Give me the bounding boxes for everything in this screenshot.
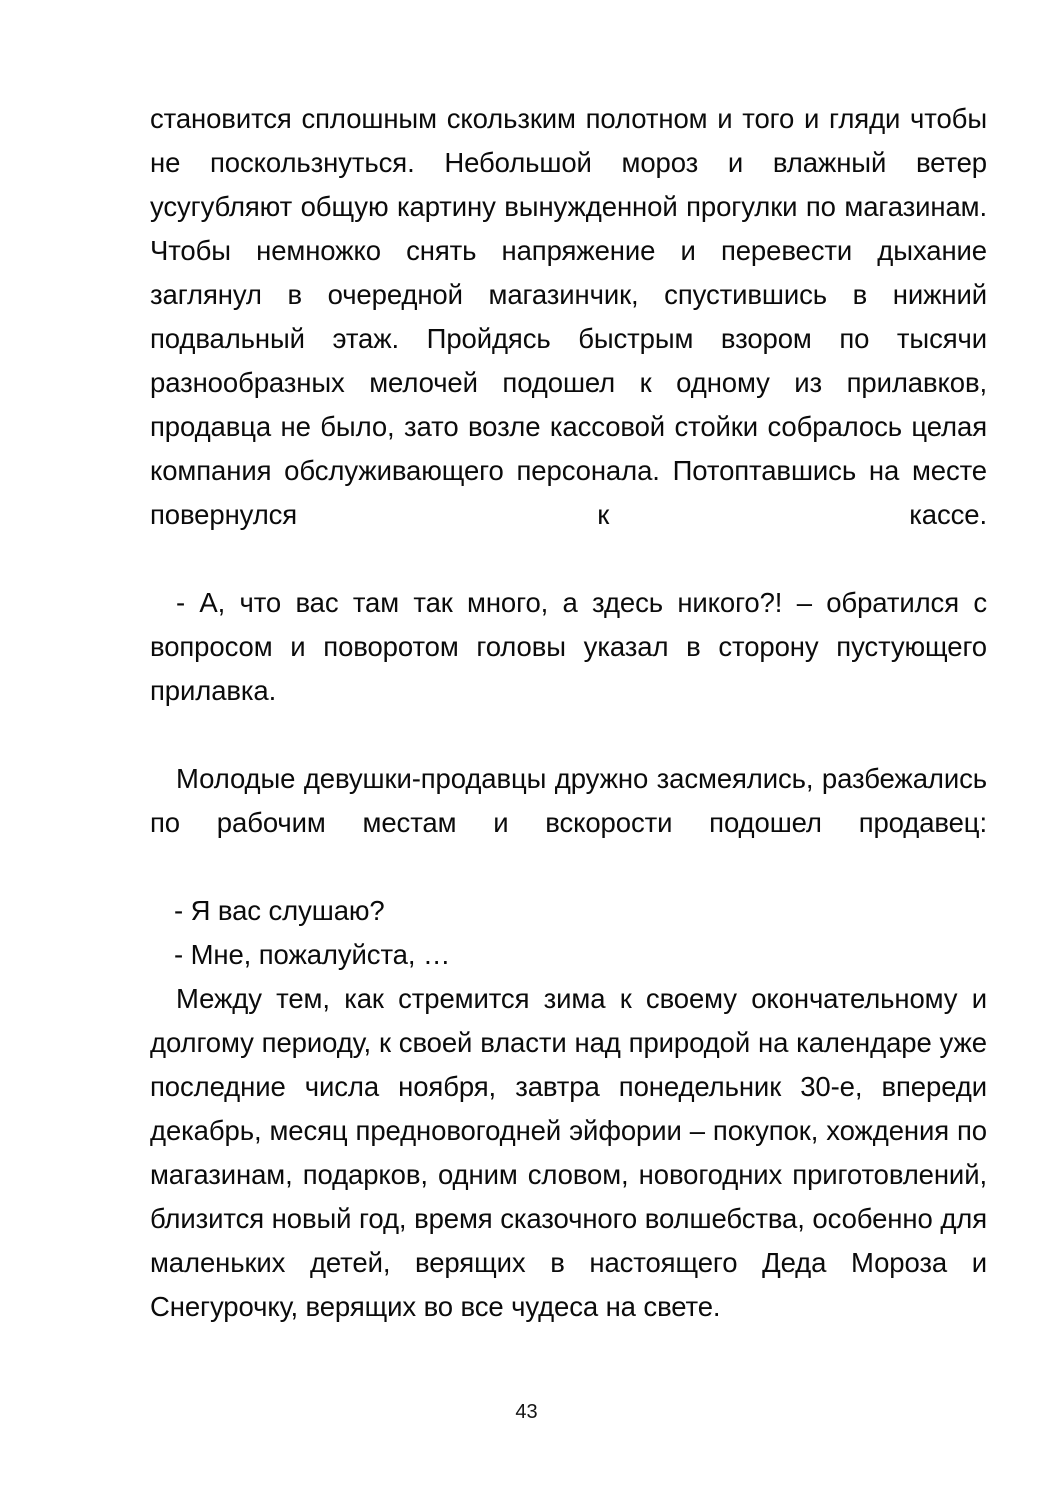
paragraph-dialogue-line-2: - Мне, пожалуйста, … (174, 939, 451, 970)
body-text-column (150, 97, 987, 1329)
paragraph-salesgirls: Молодые девушки-продавцы дружно засмеялись, разбежались по рабочим местам и вскорости подошел продавец: (150, 763, 987, 838)
paragraph-dialogue-question: - А, что вас там так много, а здесь никого?! – обратился с вопросом и поворотом головы указал в сторону пустующего прилавка. (150, 587, 987, 706)
paragraph-dialogue-line-1: - Я вас слушаю? (174, 895, 385, 926)
paragraph-winter-closing: Между тем, как стремится зима к своему окончательному и долгому периоду, к своей власти над природой на календаре уже последние числа ноября, завтра понедельник 30-е, впереди декабрь, месяц предновогодней эйфории – покупок, хождения по магазинам, подарков, одним словом, новогодних приготовлений, близится новый год, время сказочного волшебства, особенно для маленьких детей, верящих в настоящего Деда Мороза и Снегурочку, верящих во все чудеса на свете. (150, 983, 987, 1322)
page-number: 43 (515, 1401, 538, 1423)
paragraph-continued: становится сплошным скользким полотном и того и гляди чтобы не поскользнуться. Небольшой мороз и влажный ветер усугубляют общую картину вынужденной прогулки по магазинам. Чтобы немножко снять напряжение и перевести дыхание заглянул в очередной магазинчик, спустившись в нижний подвальный этаж. Пройдясь быстрым взором по тысячи разнообразных мелочей подошел к одному из прилавков, продавца не было, зато возле кассовой стойки собралось целая компания обслуживающего персонала. Потоптавшись на месте повернулся к кассе. (150, 103, 987, 530)
